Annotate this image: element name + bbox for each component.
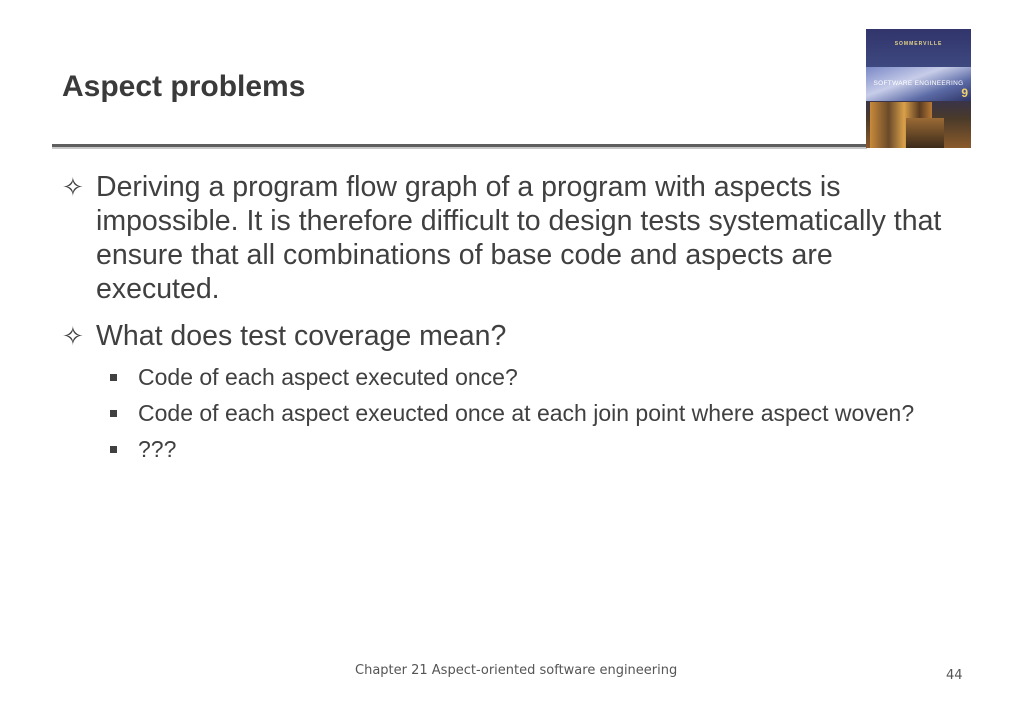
bullet-text: What does test coverage mean? (96, 320, 507, 352)
star-bullet-icon: ✧ (62, 321, 84, 351)
page-number: 44 (946, 668, 963, 683)
sub-bullet-item (62, 399, 962, 427)
square-bullet-icon (110, 374, 117, 381)
square-bullet-icon (110, 410, 117, 417)
title-divider-shadow (52, 147, 867, 149)
sub-bullet-item (62, 435, 962, 463)
sub-bullet-text: ??? (138, 436, 177, 462)
book-cover-image (866, 29, 971, 148)
sub-bullet-text: Code of each aspect executed once? (138, 364, 518, 390)
star-bullet-icon: ✧ (62, 172, 84, 202)
footer-chapter: Chapter 21 Aspect-oriented software engineering (355, 663, 678, 678)
slide-title: Aspect problems (62, 70, 306, 103)
book-cover-building-detail (906, 118, 944, 148)
square-bullet-icon (110, 446, 117, 453)
bullet-item (62, 319, 962, 353)
bullet-list (62, 170, 962, 471)
bullet-item (62, 170, 962, 306)
book-cover-series: SOFTWARE ENGINEERING (873, 80, 964, 87)
sub-bullet-text: Code of each aspect exeucted once at each join point where aspect woven? (138, 400, 915, 426)
bullet-text: Deriving a program flow graph of a program with aspects is impossible. It is therefore difficult to design tests systematically that ensure that all combinations of base code and aspects are executed. (96, 171, 942, 305)
book-cover-author: SOMMERVILLE (894, 41, 943, 47)
book-cover-edition: 9 (961, 86, 968, 100)
sub-bullet-item (62, 363, 962, 391)
